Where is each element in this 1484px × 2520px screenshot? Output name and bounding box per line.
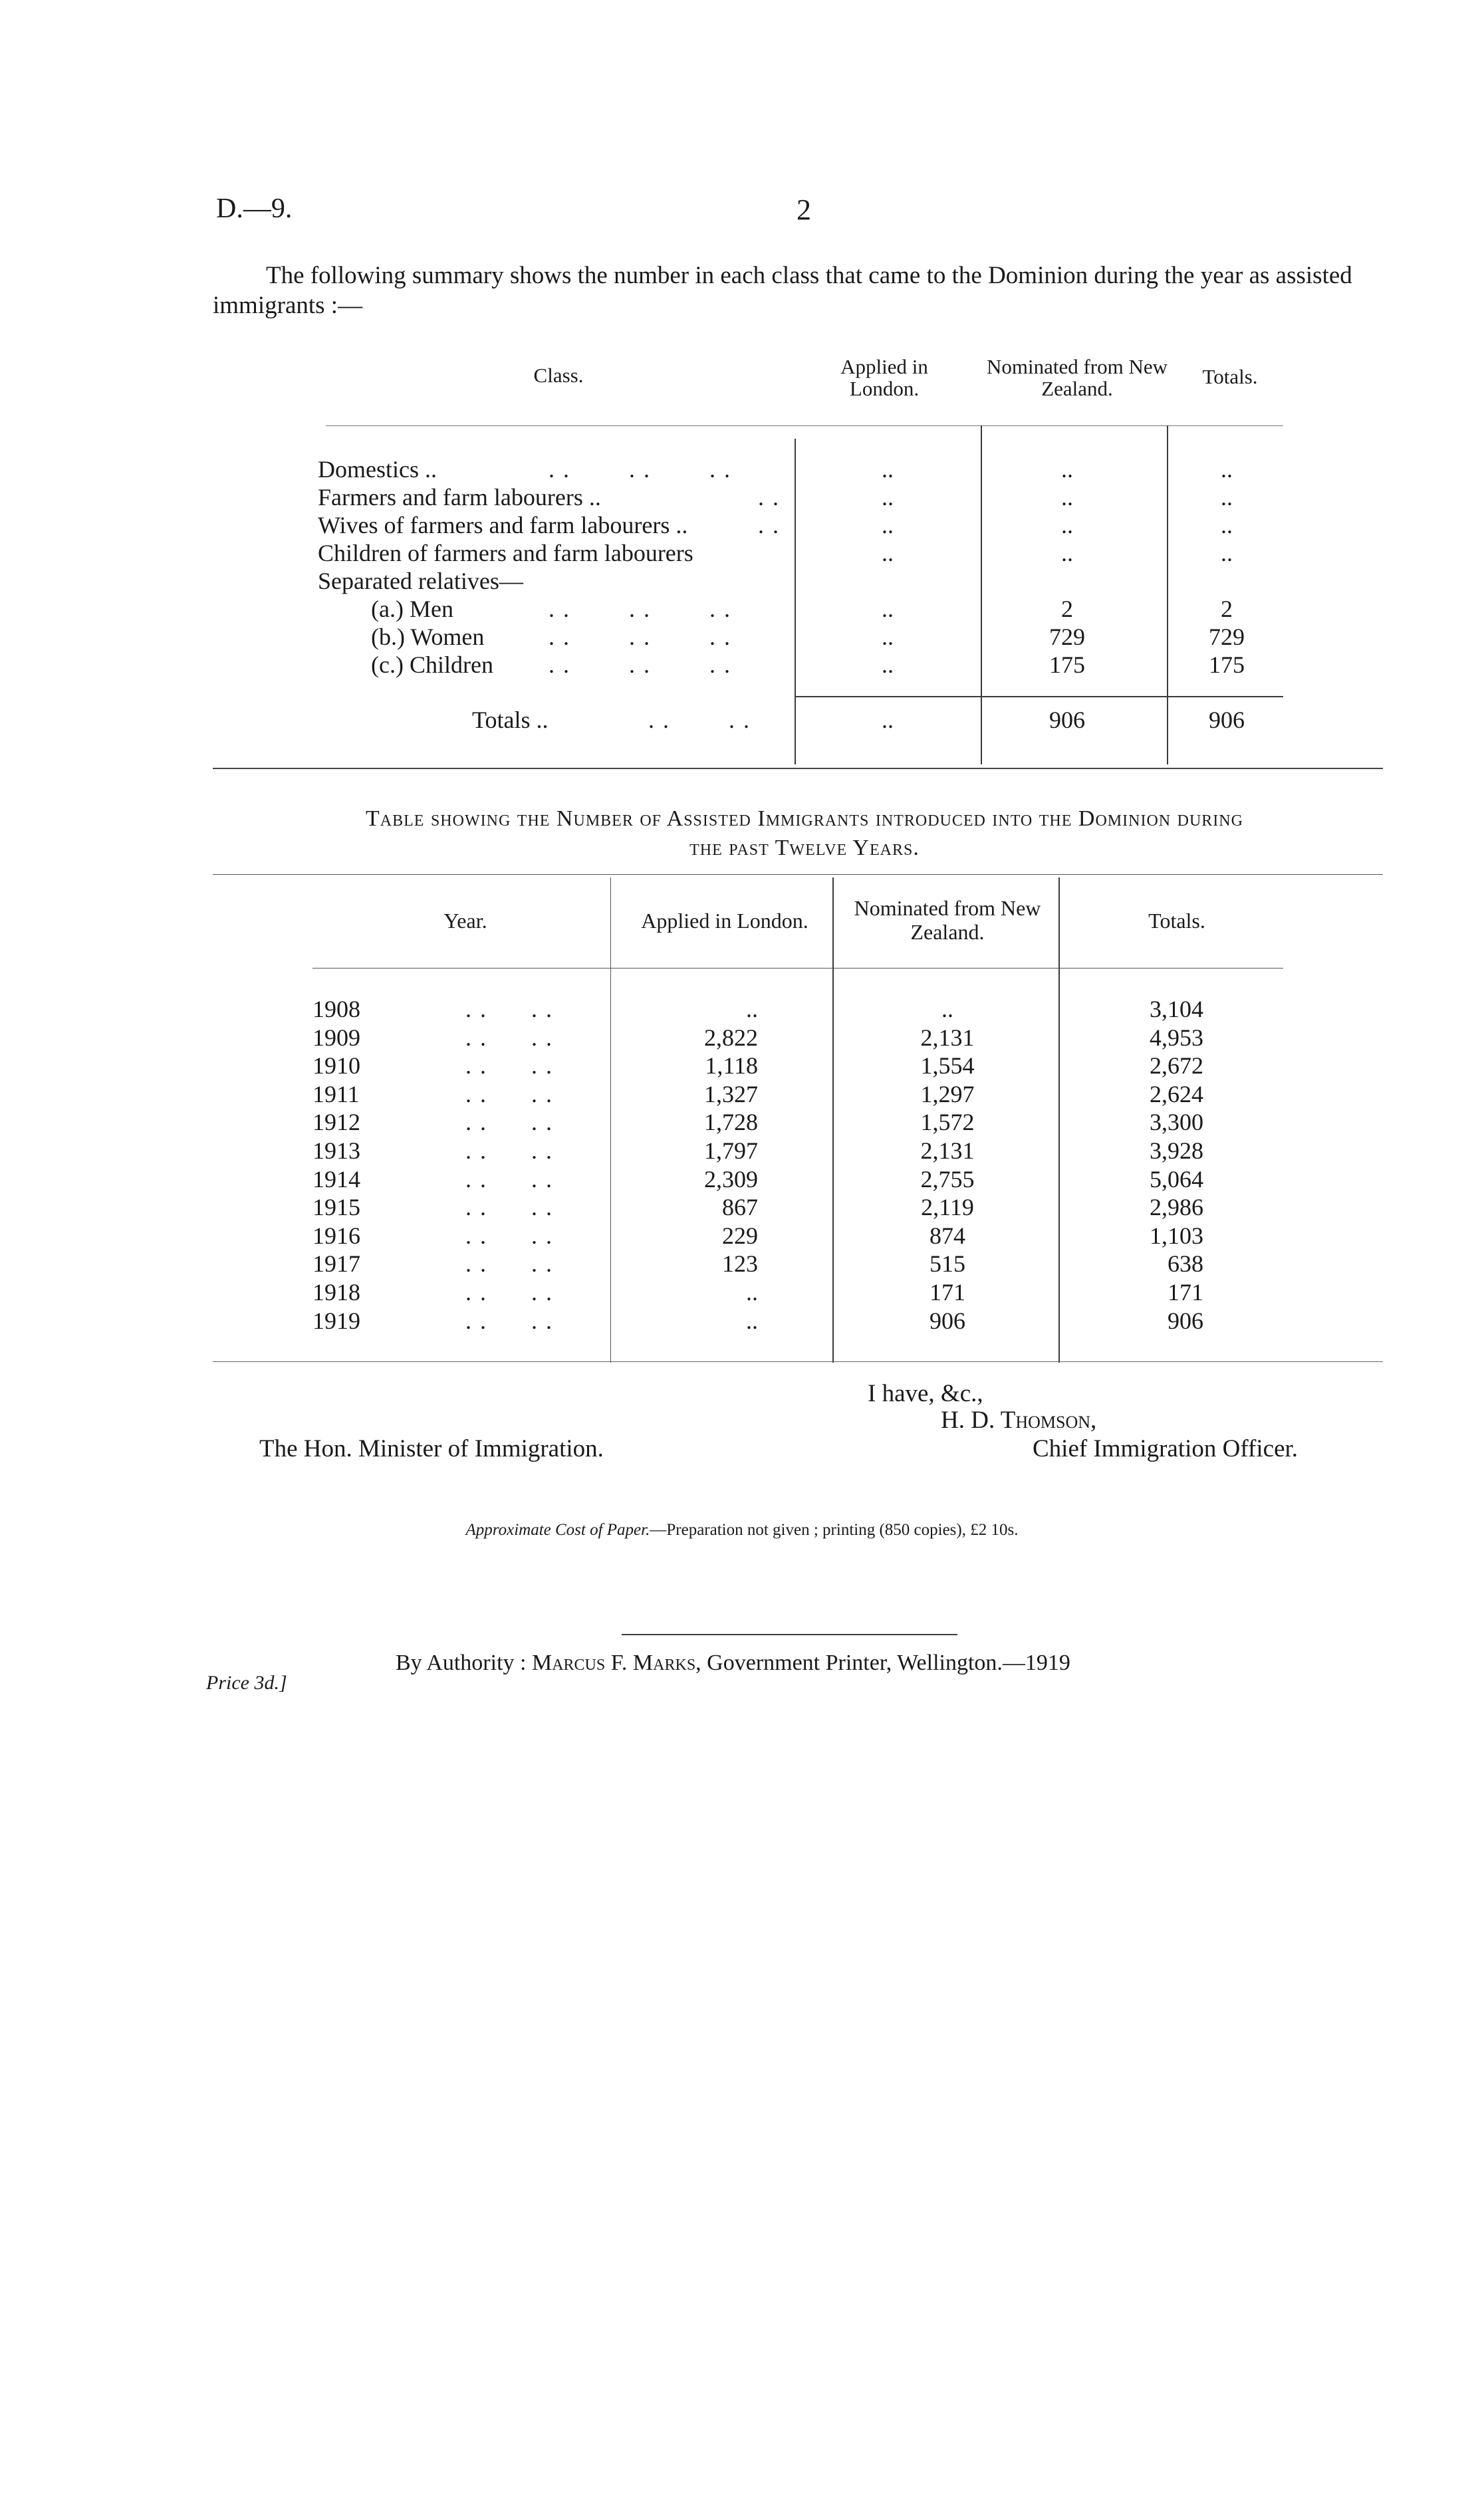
summary-row-nominated: ..	[1061, 456, 1073, 483]
summary-header-nominated: Nominated from New Zealand.	[986, 355, 1168, 400]
yearly-header-rule	[312, 968, 1283, 969]
summary-row-nominated: 729	[1049, 624, 1085, 650]
summary-header-applied: Applied in London.	[840, 355, 928, 400]
summary-row-applied: ..	[882, 456, 894, 483]
summary-row-applied: ..	[882, 484, 894, 511]
page-number: 2	[797, 193, 811, 226]
summary-row-dots: . . . . . .	[549, 624, 731, 650]
closing-salutation: I have, &c.,	[868, 1380, 983, 1407]
summary-row-applied: ..	[882, 512, 894, 538]
price-note: Price 3d.]	[206, 1672, 287, 1694]
yearly-col-rule-1	[610, 877, 611, 1363]
summary-row-totals: ..	[1221, 456, 1233, 483]
yearly-top-rule	[213, 874, 1383, 875]
yearly-row-totals: 3,300	[1150, 1109, 1203, 1136]
imprint-prefix: By Authority :	[396, 1651, 532, 1675]
imprint-rule	[622, 1634, 957, 1635]
yearly-header-nominated: Nominated from New Zealand.	[854, 896, 1041, 944]
yearly-row-nominated: 906	[929, 1307, 965, 1334]
summary-row-label: Separated relatives—	[318, 568, 523, 594]
summary-totals-dots: . . . .	[648, 707, 751, 733]
yearly-row-applied: 229	[722, 1222, 758, 1249]
yearly-row-applied: 1,118	[705, 1052, 758, 1080]
document-code: D.—9.	[216, 193, 293, 224]
summary-row-label: (c.) Children	[371, 651, 493, 678]
summary-row-nominated: ..	[1061, 540, 1073, 566]
summary-row-applied: ..	[882, 540, 894, 566]
yearly-row-year: 1910	[312, 1052, 360, 1080]
yearly-row-dots: . . . .	[465, 1109, 553, 1136]
summary-row-totals: ..	[1221, 484, 1233, 511]
yearly-row-dots: . . . .	[465, 1194, 553, 1221]
yearly-row-totals: 638	[1168, 1250, 1203, 1278]
yearly-row-nominated: 1,572	[920, 1109, 975, 1136]
summary-row-label: Wives of farmers and farm labourers ..	[318, 512, 688, 538]
summary-totals-label: Totals ..	[472, 707, 549, 733]
summary-totals-totals: 906	[1209, 707, 1245, 733]
summary-col-rule-2	[981, 425, 982, 764]
yearly-row-totals: 171	[1168, 1279, 1203, 1306]
yearly-row-nominated: 515	[929, 1250, 965, 1278]
yearly-row-applied: 1,728	[704, 1109, 758, 1136]
yearly-row-nominated: 874	[929, 1222, 965, 1249]
imprint	[396, 1651, 1070, 1676]
summary-totals-applied: ..	[882, 707, 894, 733]
yearly-bottom-rule	[213, 1361, 1383, 1362]
yearly-row-dots: . . . .	[465, 1080, 553, 1107]
yearly-row-nominated: 2,131	[920, 1024, 975, 1051]
yearly-row-dots: . . . .	[465, 1052, 553, 1080]
yearly-row-applied: 867	[722, 1194, 758, 1221]
summary-row-nominated: ..	[1061, 512, 1073, 538]
summary-col-rule-1	[795, 439, 796, 764]
yearly-row-totals: 2,986	[1150, 1194, 1203, 1221]
yearly-row-applied: ..	[746, 996, 758, 1022]
summary-header-class: Class.	[533, 364, 584, 387]
summary-header-rule	[326, 425, 1283, 426]
summary-row-dots: . .	[758, 512, 780, 538]
yearly-row-applied: 1,327	[704, 1080, 758, 1107]
yearly-row-year: 1913	[312, 1137, 360, 1164]
summary-row-label: Children of farmers and farm labourers	[318, 540, 693, 566]
summary-row-totals: ..	[1221, 540, 1233, 566]
summary-row-totals: ..	[1221, 512, 1233, 538]
yearly-row-totals: 3,104	[1150, 996, 1203, 1022]
summary-row-totals: 729	[1209, 624, 1245, 650]
yearly-row-totals: 1,103	[1150, 1222, 1203, 1249]
yearly-row-year: 1911	[312, 1080, 360, 1107]
yearly-row-nominated: 2,119	[921, 1194, 974, 1221]
yearly-row-nominated: ..	[941, 996, 953, 1022]
imprint-printer: Marcus F. Marks	[531, 1651, 696, 1675]
yearly-col-rule-2	[832, 877, 834, 1363]
yearly-row-dots: . . . .	[465, 1279, 553, 1306]
yearly-row-year: 1919	[312, 1307, 360, 1334]
yearly-row-dots: . . . .	[465, 1165, 553, 1193]
summary-totals-nominated: 906	[1049, 707, 1085, 733]
yearly-col-rule-3	[1058, 877, 1060, 1363]
yearly-row-year: 1915	[312, 1194, 360, 1221]
summary-row-applied: ..	[882, 624, 894, 650]
yearly-row-dots: . . . .	[465, 996, 553, 1022]
summary-row-dots: . .	[758, 484, 780, 511]
caption-line-1: Table showing the Number of Assisted Immigrants introduced into the Dominion during	[366, 806, 1243, 831]
summary-row-label: Farmers and farm labourers ..	[318, 484, 601, 511]
cost-note	[0, 1521, 1484, 1540]
yearly-row-year: 1916	[312, 1222, 360, 1249]
yearly-row-year: 1918	[312, 1279, 360, 1306]
summary-row-applied: ..	[882, 651, 894, 678]
summary-totals-rule	[795, 696, 1283, 697]
yearly-row-nominated: 171	[929, 1279, 965, 1306]
yearly-row-applied: ..	[746, 1307, 758, 1334]
closing-signatory: H. D. Thomson,	[941, 1407, 1097, 1434]
imprint-rest: , Government Printer, Wellington.—1919	[695, 1651, 1070, 1675]
yearly-header-applied: Applied in London.	[641, 909, 808, 933]
yearly-row-totals: 3,928	[1150, 1137, 1203, 1164]
yearly-row-applied: 2,309	[704, 1165, 758, 1193]
summary-row-nominated: 2	[1061, 596, 1073, 622]
yearly-row-totals: 4,953	[1150, 1024, 1203, 1051]
yearly-row-totals: 2,624	[1150, 1080, 1203, 1107]
caption-line-2: the past Twelve Years.	[689, 836, 920, 860]
summary-row-dots: . . . . . .	[549, 651, 731, 678]
yearly-row-totals: 906	[1168, 1307, 1203, 1334]
yearly-row-applied: 2,822	[704, 1024, 758, 1051]
summary-row-dots: . . . . . .	[549, 596, 731, 622]
yearly-row-dots: . . . .	[465, 1222, 553, 1249]
summary-row-totals: 175	[1209, 651, 1245, 678]
table-caption	[213, 804, 1396, 863]
yearly-row-applied: ..	[746, 1279, 758, 1306]
summary-row-totals: 2	[1221, 596, 1233, 622]
yearly-row-applied: 123	[722, 1250, 758, 1278]
yearly-row-dots: . . . .	[465, 1250, 553, 1278]
closing-addressee: The Hon. Minister of Immigration.	[259, 1435, 604, 1462]
intro-paragraph: The following summary shows the number in each class that came to the Dominion during the year as assisted immigrants :—	[213, 262, 1352, 319]
yearly-row-dots: . . . .	[465, 1024, 553, 1051]
summary-row-nominated: ..	[1061, 484, 1073, 511]
yearly-row-nominated: 1,297	[920, 1080, 975, 1107]
yearly-row-totals: 5,064	[1150, 1165, 1203, 1193]
yearly-row-dots: . . . .	[465, 1307, 553, 1334]
summary-bottom-rule	[213, 768, 1383, 769]
cost-note-text: —Preparation not given ; printing (850 copies), £2 10s.	[650, 1521, 1019, 1539]
yearly-row-year: 1914	[312, 1165, 360, 1193]
yearly-row-year: 1909	[312, 1024, 360, 1051]
yearly-row-year: 1908	[312, 996, 360, 1022]
summary-row-label: (a.) Men	[371, 596, 453, 622]
yearly-row-year: 1912	[312, 1109, 360, 1136]
yearly-header-year: Year.	[443, 909, 487, 933]
summary-row-nominated: 175	[1049, 651, 1085, 678]
summary-row-label: Domestics ..	[318, 456, 437, 483]
yearly-row-nominated: 2,755	[920, 1165, 975, 1193]
summary-row-applied: ..	[882, 596, 894, 622]
yearly-row-nominated: 2,131	[920, 1137, 975, 1164]
yearly-row-nominated: 1,554	[920, 1052, 975, 1080]
summary-row-dots: . . . . . .	[549, 456, 731, 483]
yearly-header-totals: Totals.	[1148, 909, 1205, 933]
yearly-row-year: 1917	[312, 1250, 360, 1278]
closing-title: Chief Immigration Officer.	[1033, 1435, 1298, 1462]
summary-row-label: (b.) Women	[371, 624, 485, 650]
summary-header-totals: Totals.	[1202, 365, 1258, 388]
cost-note-label: Approximate Cost of Paper.	[465, 1521, 650, 1539]
yearly-row-dots: . . . .	[465, 1137, 553, 1164]
yearly-row-applied: 1,797	[704, 1137, 758, 1164]
yearly-row-totals: 2,672	[1150, 1052, 1203, 1080]
